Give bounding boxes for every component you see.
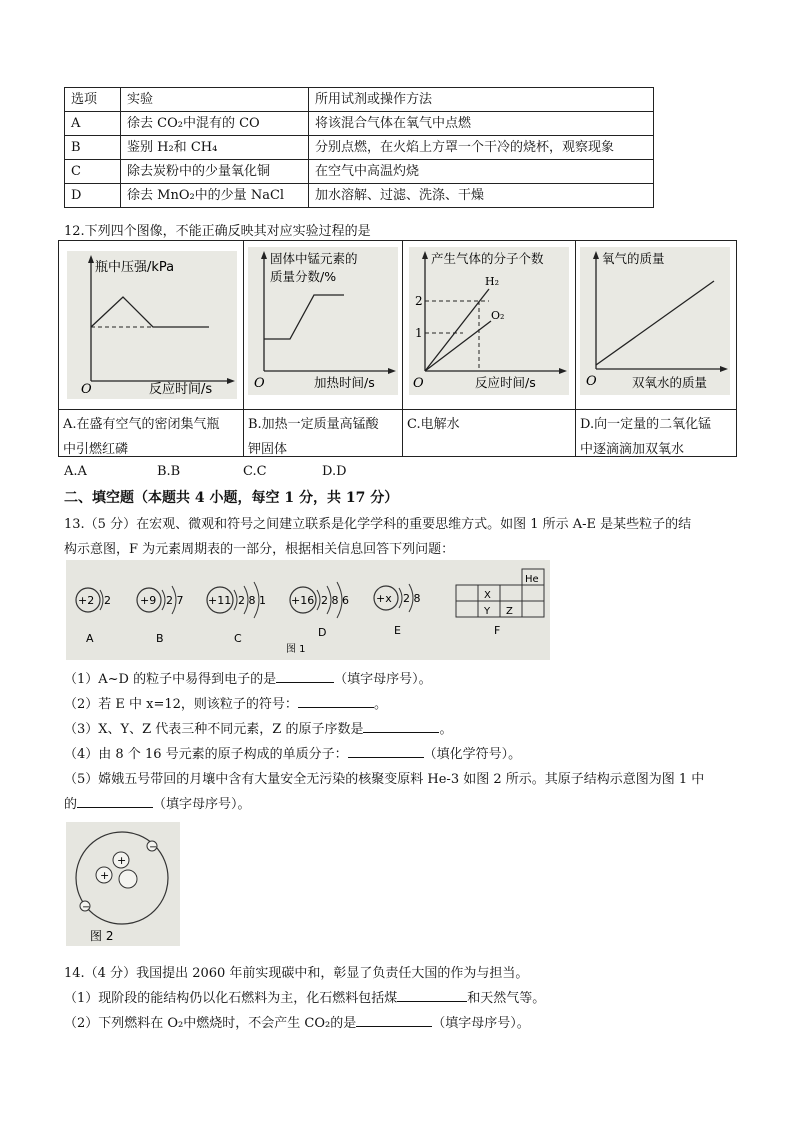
row-method: 将该混合气体在氧气中点燃 <box>309 112 654 136</box>
q12-stem: 12.下列四个图像，不能正确反映其对应实验过程的是 <box>64 224 371 239</box>
graph-c-origin: O <box>413 376 424 391</box>
section-title: 二、填空题（本题共 4 小题，每空 1 分，共 17 分） <box>64 490 399 506</box>
graph-c-xlabel: 反应时间/s <box>475 375 536 390</box>
answer-blank[interactable] <box>356 1012 432 1027</box>
choice-c: C.C <box>243 464 267 479</box>
atom-d-electrons: 2 8 6 <box>321 594 349 607</box>
q13-stem-1: 13.（5 分）在宏观、微观和符号之间建立联系是化学学科的重要思维方式。如图 1 所示 A-E 是某些粒子的结 <box>64 517 692 532</box>
electron-1-sign: − <box>149 842 158 853</box>
atom-a-charge: +2 <box>78 594 95 607</box>
q13-sub2: （2）若 E 中 x=12，则该粒子的符号： 。 <box>64 693 387 712</box>
table-row <box>65 136 654 160</box>
graph-d <box>576 241 736 409</box>
atom-b-electrons: 2 7 <box>166 594 184 607</box>
pt-x: X <box>484 590 491 601</box>
header-experiment: 实验 <box>121 88 309 112</box>
atom-e-electrons: 2 8 <box>403 592 421 605</box>
graph-c-svg <box>403 241 575 409</box>
graph-c-ylabel: 产生气体的分子个数 <box>431 251 544 266</box>
pt-cell <box>456 601 478 617</box>
graph-b <box>244 241 402 409</box>
row-experiment: 除去炭粉中的少量氧化铜 <box>121 160 309 184</box>
header-option: 选项 <box>65 88 121 112</box>
graph-b-ylabel-1: 固体中锰元素的 <box>270 251 358 266</box>
row-experiment: 鉴别 H₂和 CH₄ <box>121 136 309 160</box>
graph-c <box>403 241 575 409</box>
graph-c-caption: C.电解水 <box>407 417 460 432</box>
graph-b-svg <box>244 241 402 409</box>
graph-d-bg <box>580 247 730 395</box>
table-row <box>65 112 654 136</box>
pt-cell <box>456 585 478 601</box>
graph-c-label-o2: O₂ <box>491 309 505 322</box>
row-method: 分别点燃，在火焰上方罩一个干冷的烧杯，观察现象 <box>309 136 654 160</box>
pt-cell <box>500 585 522 601</box>
graph-d-origin: O <box>586 374 597 389</box>
table-row <box>65 184 654 208</box>
choice-d: D.D <box>322 464 347 479</box>
graph-a-ylabel: 瓶中压强/kPa <box>95 260 175 275</box>
row-experiment: 徐去 MnO₂中的少量 NaCl <box>121 184 309 208</box>
answer-blank[interactable] <box>276 668 334 683</box>
atom-c-label: C <box>234 632 242 645</box>
q13-sub1: （1）A~D 的粒子中易得到电子的是 （填字母序号）。 <box>64 668 432 687</box>
pt-label: F <box>494 624 501 637</box>
graph-d-caption: D.向一定量的二氧化锰 中逐滴滴加双氧水 <box>580 417 712 457</box>
row-option: D <box>65 184 121 208</box>
pt-he: He <box>525 574 539 585</box>
options-table <box>64 87 654 208</box>
graph-d-ylabel: 氧气的质量 <box>602 251 665 266</box>
atom-e-shell-1 <box>399 588 402 608</box>
proton-1-sign: + <box>117 854 127 867</box>
graph-d-svg <box>576 241 734 409</box>
graph-b-caption: B.加热一定质量高锰酸 钾固体 <box>248 417 379 457</box>
row-option: B <box>65 136 121 160</box>
pt-z: Z <box>506 606 513 617</box>
answer-blank[interactable] <box>348 743 424 758</box>
graph-c-label-h2: H₂ <box>485 275 500 288</box>
pt-cell <box>522 585 544 601</box>
q13-sub5-line1: （5）嫦娥五号带回的月壤中含有大量安全无污染的核聚变原料 He-3 如图 2 所示。其原子结构示意图为图 1 中 <box>64 772 705 787</box>
graph-a-xlabel: 反应时间/s <box>149 382 213 397</box>
graph-b-ylabel-2: 质量分数/% <box>270 269 337 284</box>
atom-a-electrons: 2 <box>104 594 111 607</box>
graph-d-xlabel: 双氧水的质量 <box>632 375 708 390</box>
atom-c-charge: +11 <box>208 594 232 607</box>
row-option: A <box>65 112 121 136</box>
electron-2-sign: − <box>82 902 91 913</box>
figure-1-caption: 图 1 <box>286 644 306 655</box>
atom-d-charge: +16 <box>291 594 315 607</box>
graph-b-origin: O <box>254 376 265 391</box>
atom-b-charge: +9 <box>140 594 157 607</box>
q14-sub1: （1）现阶段的能结构仍以化石燃料为主，化石燃料包括煤 和天然气等。 <box>64 987 545 1006</box>
graph-b-xlabel: 加热时间/s <box>314 375 375 390</box>
q14-sub2: （2）下列燃料在 O₂中燃烧时，不会产生 CO₂的是 （填字母序号）。 <box>64 1012 530 1031</box>
atom-a-label: A <box>86 632 94 645</box>
atom-b-shell-1 <box>162 590 165 610</box>
graph-c-tick-2: 2 <box>415 294 423 308</box>
answer-blank[interactable] <box>77 793 153 808</box>
figure-2-svg <box>66 822 180 946</box>
q13-sub5-line2: 的 （填字母序号）。 <box>64 793 251 812</box>
graph-a-caption: A.在盛有空气的密闭集气瓶 中引燃红磷 <box>63 417 220 457</box>
graph-c-tick-1: 1 <box>415 326 423 340</box>
figure-1-svg <box>66 560 550 660</box>
choice-a: A.A <box>64 464 87 479</box>
figure-2-caption: 图 2 <box>90 929 114 943</box>
pt-y: Y <box>484 606 491 617</box>
answer-blank[interactable] <box>363 718 439 733</box>
answer-blank[interactable] <box>298 693 374 708</box>
atom-d-label: D <box>318 626 327 639</box>
table-row <box>65 160 654 184</box>
atom-c-shell-1 <box>234 590 237 610</box>
table-header-row <box>65 88 654 112</box>
neutron <box>119 870 137 888</box>
figure-1 <box>66 560 550 660</box>
q12-graphs-table <box>58 240 737 457</box>
graph-a <box>59 241 243 409</box>
q14-stem: 14.（4 分）我国提出 2060 年前实现碳中和，彰显了负责任大国的作为与担当。 <box>64 966 529 981</box>
graph-a-origin: O <box>81 382 92 397</box>
figure-2 <box>66 822 180 946</box>
graph-a-svg <box>59 241 243 409</box>
atom-b-label: B <box>156 632 164 645</box>
row-experiment: 徐去 CO₂中混有的 CO <box>121 112 309 136</box>
row-option: C <box>65 160 121 184</box>
q13-sub3: （3）X、Y、Z 代表三种不同元素，Z 的原子序数是 。 <box>64 718 452 737</box>
atom-d-shell-1 <box>317 590 320 610</box>
q13-stem-2: 构示意图，F 为元素周期表的一部分，根据相关信息回答下列问题： <box>64 542 455 557</box>
atom-c-electrons: 2 8 1 <box>238 594 266 607</box>
q13-sub4: （4）由 8 个 16 号元素的原子构成的单质分子： （填化学符号）。 <box>64 743 521 762</box>
header-method: 所用试剂或操作方法 <box>309 88 654 112</box>
atom-e-label: E <box>394 624 401 637</box>
graph-c-bg <box>409 247 569 395</box>
pt-cell <box>522 601 544 617</box>
row-method: 在空气中高温灼烧 <box>309 160 654 184</box>
proton-2-sign: + <box>100 869 110 882</box>
row-method: 加水溶解、过滤、洗涤、干燥 <box>309 184 654 208</box>
atom-e-charge: +x <box>376 592 392 605</box>
answer-blank[interactable] <box>397 987 467 1002</box>
choice-b: B.B <box>157 464 181 479</box>
